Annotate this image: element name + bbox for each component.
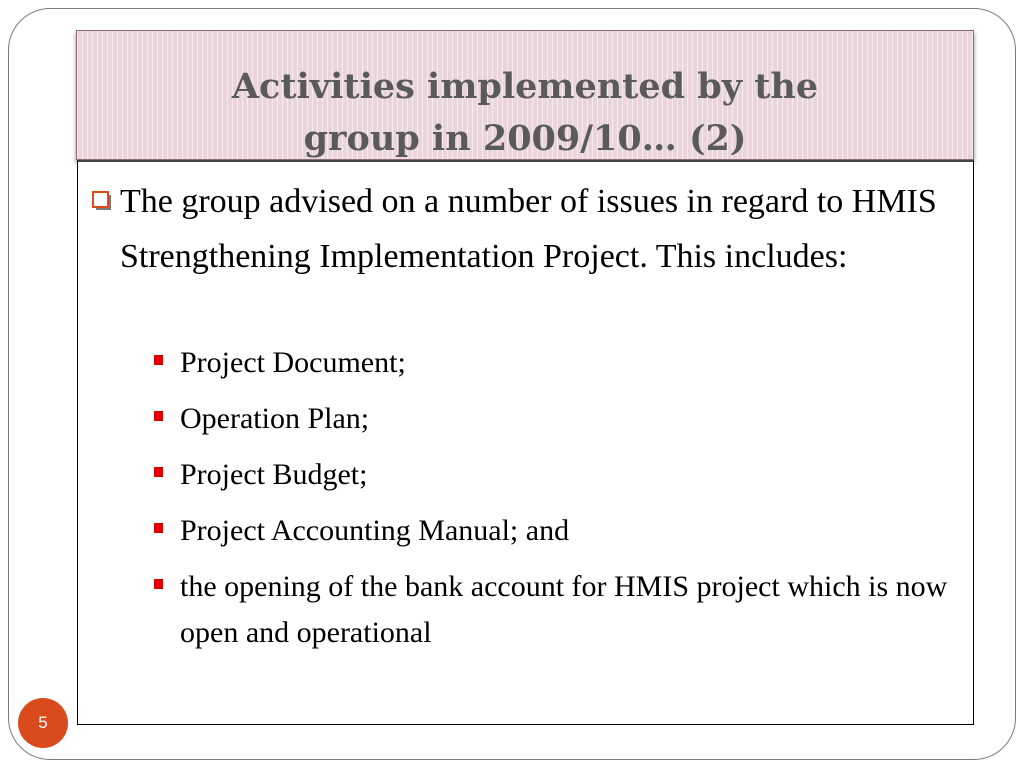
red-square-bullet-icon xyxy=(154,411,163,421)
list-item-text: Project Document; xyxy=(180,346,406,379)
list-item xyxy=(152,340,952,386)
list-item-text: Project Budget; xyxy=(180,458,368,491)
red-square-bullet-icon xyxy=(154,523,163,533)
slide-title-line-2: group in 2009/10… (2) xyxy=(303,118,747,159)
hollow-square-bullet-icon xyxy=(92,191,112,211)
slide-number-badge: 5 xyxy=(18,698,68,748)
slide-title xyxy=(77,61,973,165)
list-item-text: Operation Plan; xyxy=(180,402,370,435)
list-item xyxy=(152,508,952,554)
red-square-bullet-icon xyxy=(154,467,163,477)
list-item xyxy=(152,564,952,656)
main-bullet-text: The group advised on a number of issues in regard to HMIS Strengthening Implementation Project. This includes: xyxy=(120,183,937,275)
list-item-text: the opening of the bank account for HMIS project which is now open and operational xyxy=(180,570,948,649)
red-square-bullet-icon xyxy=(154,579,163,589)
main-bullet-point xyxy=(92,174,980,284)
list-item xyxy=(152,396,952,442)
slide-title-line-1: Activities implemented by the xyxy=(231,66,819,107)
title-bar xyxy=(76,30,974,160)
sub-bullet-list xyxy=(152,340,952,666)
list-item xyxy=(152,452,952,498)
content-box xyxy=(77,160,974,725)
red-square-bullet-icon xyxy=(154,355,163,365)
list-item-text: Project Accounting Manual; and xyxy=(180,514,570,547)
